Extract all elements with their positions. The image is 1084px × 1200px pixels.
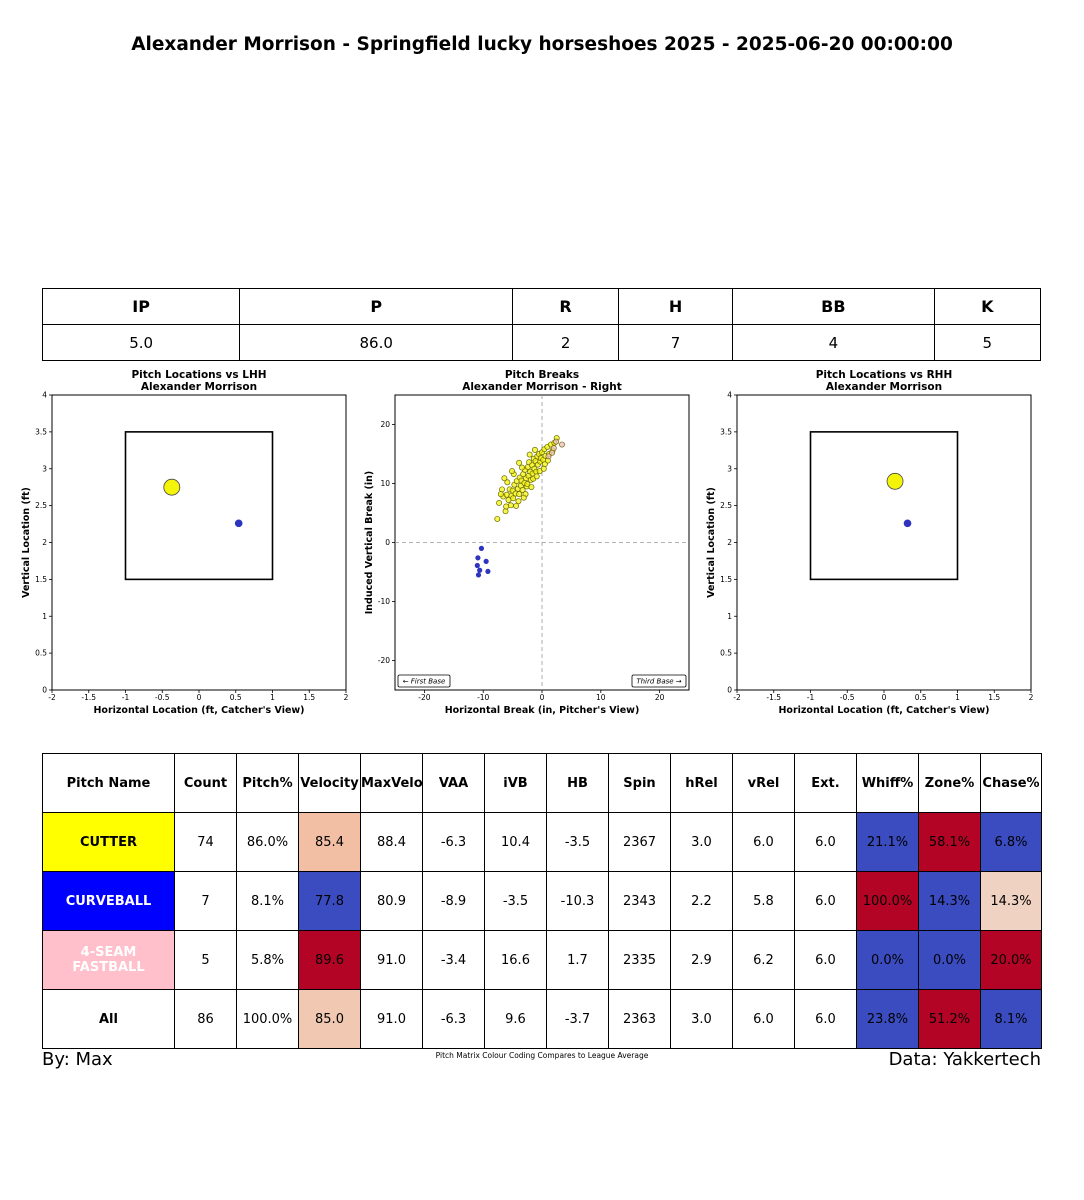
metric-cell-ivb: -3.5: [485, 872, 547, 931]
metric-cell-vaa: -6.3: [423, 813, 485, 872]
pitch-location-cutter: [164, 479, 180, 495]
x-tick-label: 0.5: [229, 693, 242, 702]
chart-title: Pitch Locations vs RHH: [815, 369, 953, 381]
metrics-header-cell: Ext.: [795, 754, 857, 813]
metric-cell-velocity: 85.0: [299, 990, 361, 1049]
pitch-break-cutter: [499, 487, 504, 492]
metric-cell-ivb: 9.6: [485, 990, 547, 1049]
summary-value-row: [43, 325, 1041, 361]
y-tick-label: 20: [380, 420, 390, 429]
metric-cell-hb: -10.3: [547, 872, 609, 931]
pitch-break-cutter: [498, 492, 503, 497]
summary-header-k: K: [934, 289, 1040, 325]
metric-cell-chase: 20.0%: [981, 931, 1042, 990]
pitch-break-cutter: [516, 460, 521, 465]
pitch-name-cell: 4-SEAM FASTBALL: [43, 931, 175, 990]
pitch-location-curveball: [904, 520, 911, 527]
pitch-break-cutter: [508, 503, 513, 508]
summary-value-ip: 5.0: [43, 325, 240, 361]
summary-header-bb: BB: [733, 289, 934, 325]
metrics-header-cell: Whiff%: [857, 754, 919, 813]
x-tick-label: -2: [48, 693, 56, 702]
metric-cell-maxvelo: 91.0: [361, 931, 423, 990]
pitch-location-cutter: [887, 473, 903, 489]
metrics-header-cell: vRel: [733, 754, 795, 813]
summary-header-r: R: [513, 289, 619, 325]
y-tick-label: 0.5: [35, 648, 47, 658]
summary-header-h: H: [618, 289, 732, 325]
y-tick-label: -20: [377, 656, 390, 665]
x-tick-label: 10: [596, 693, 606, 702]
metric-cell-pitch: 100.0%: [237, 990, 299, 1049]
x-tick-label: 1.5: [988, 693, 1001, 702]
chart-subtitle: Alexander Morrison - Right: [462, 381, 622, 393]
pitch-break-cutter: [521, 495, 526, 500]
y-tick-label: 0: [42, 685, 47, 695]
summary-value-bb: 4: [733, 325, 934, 361]
chart-title: Pitch Breaks: [504, 369, 580, 381]
x-tick-label: -1: [121, 693, 130, 702]
metric-cell-ext: 6.0: [795, 813, 857, 872]
x-tick-label: 1.5: [303, 693, 316, 702]
y-tick-label: 0: [727, 685, 732, 695]
metric-cell-hrel: 2.2: [671, 872, 733, 931]
metric-cell-chase: 6.8%: [981, 813, 1042, 872]
pitch-break-curveball: [475, 563, 480, 568]
pitch-break-cutter: [495, 516, 500, 521]
y-axis-label: Induced Vertical Break (in): [364, 470, 375, 615]
metrics-header-cell: Chase%: [981, 754, 1042, 813]
x-tick-label: -1: [806, 693, 815, 702]
y-tick-label: 10: [380, 479, 390, 488]
metric-cell-maxvelo: 80.9: [361, 872, 423, 931]
pitch-break-curveball: [477, 568, 482, 573]
metric-cell-ext: 6.0: [795, 872, 857, 931]
metrics-row: [43, 872, 1042, 931]
metric-cell-velocity: 85.4: [299, 813, 361, 872]
metric-cell-hrel: 2.9: [671, 931, 733, 990]
pitch-break-cutter: [514, 503, 519, 508]
game-summary-table: [42, 288, 1041, 361]
x-tick-label: 1: [955, 693, 960, 702]
y-tick-label: 4: [42, 390, 47, 400]
x-tick-label: -0.5: [839, 693, 855, 702]
metric-cell-spin: 2335: [609, 931, 671, 990]
metric-cell-hb: -3.7: [547, 990, 609, 1049]
x-tick-label: 20: [654, 693, 665, 702]
metrics-header-cell: Spin: [609, 754, 671, 813]
metric-cell-vrel: 6.2: [733, 931, 795, 990]
y-tick-label: 3: [727, 464, 732, 474]
metric-cell-chase: 14.3%: [981, 872, 1042, 931]
x-tick-label: 0.5: [914, 693, 927, 702]
pitch-break-cutter: [541, 466, 546, 471]
metric-cell-vaa: -6.3: [423, 990, 485, 1049]
y-axis-label: Vertical Location (ft): [21, 487, 32, 598]
metric-cell-hrel: 3.0: [671, 813, 733, 872]
metrics-header-cell: Pitch Name: [43, 754, 175, 813]
metric-cell-pitch: 8.1%: [237, 872, 299, 931]
metric-cell-whiff: 23.8%: [857, 990, 919, 1049]
y-tick-label: 2.5: [720, 501, 732, 511]
x-tick-label: 1: [270, 693, 275, 702]
pitch-break-curveball: [476, 572, 481, 577]
metric-cell-velocity: 89.6: [299, 931, 361, 990]
metric-cell-vaa: -3.4: [423, 931, 485, 990]
metric-cell-ivb: 10.4: [485, 813, 547, 872]
metrics-header-cell: Pitch%: [237, 754, 299, 813]
metrics-header-cell: hRel: [671, 754, 733, 813]
first-base-annotation: ← First Base: [402, 677, 446, 686]
pitch-break-cutter: [502, 476, 507, 481]
metrics-row: [43, 931, 1042, 990]
metrics-header-row: [43, 754, 1042, 813]
y-tick-label: 4: [727, 390, 732, 400]
metric-cell-vaa: -8.9: [423, 872, 485, 931]
pitch-break-4-seam-fastball: [546, 454, 551, 459]
pitch-break-cutter: [509, 469, 514, 474]
x-tick-label: -20: [418, 693, 431, 702]
metric-cell-chase: 8.1%: [981, 990, 1042, 1049]
summary-value-r: 2: [513, 325, 619, 361]
metrics-header-cell: VAA: [423, 754, 485, 813]
summary-header-row: [43, 289, 1041, 325]
pitch-metrics-table: [42, 753, 1042, 1049]
page-title: Alexander Morrison - Springfield lucky horseshoes 2025 - 2025-06-20 00:00:00: [131, 34, 953, 55]
summary-value-p: 86.0: [240, 325, 513, 361]
metric-cell-ext: 6.0: [795, 990, 857, 1049]
pitch-break-4-seam-fastball: [554, 439, 559, 444]
x-tick-label: -1.5: [766, 693, 782, 702]
pitch-break-curveball: [479, 546, 484, 551]
metric-cell-zone: 14.3%: [919, 872, 981, 931]
metric-cell-spin: 2367: [609, 813, 671, 872]
author-credit: By: Max: [42, 1049, 113, 1070]
chart-subtitle: Alexander Morrison: [825, 381, 943, 393]
plot-frame: [52, 395, 346, 690]
summary-header-p: P: [240, 289, 513, 325]
metric-cell-count: 86: [175, 990, 237, 1049]
metric-cell-spin: 2343: [609, 872, 671, 931]
x-tick-label: -1.5: [81, 693, 97, 702]
strike-zone: [126, 432, 273, 580]
x-tick-label: -2: [733, 693, 741, 702]
x-axis-label: Horizontal Location (ft, Catcher's View): [93, 705, 305, 716]
chart-subtitle: Alexander Morrison: [140, 381, 258, 393]
metrics-header-cell: HB: [547, 754, 609, 813]
metric-cell-ivb: 16.6: [485, 931, 547, 990]
y-tick-label: 1.5: [720, 574, 732, 584]
pitch-break-cutter: [519, 465, 524, 470]
pitch-break-cutter: [532, 447, 537, 452]
third-base-annotation: Third Base →: [636, 677, 682, 686]
metrics-header-cell: Count: [175, 754, 237, 813]
pitch-break-cutter: [527, 452, 532, 457]
metric-cell-hb: -3.5: [547, 813, 609, 872]
metric-cell-vrel: 6.0: [733, 990, 795, 1049]
colour-coding-note: Pitch Matrix Colour Coding Compares to League Average: [435, 1051, 649, 1060]
metric-cell-whiff: 0.0%: [857, 931, 919, 990]
data-source: Data: Yakkertech: [888, 1049, 1041, 1070]
pitch-break-cutter: [503, 509, 508, 514]
y-tick-label: 0: [385, 538, 390, 547]
metrics-header-cell: MaxVelo: [361, 754, 423, 813]
x-axis-label: Horizontal Location (ft, Catcher's View): [778, 705, 990, 716]
metrics-header-cell: Zone%: [919, 754, 981, 813]
metrics-row: [43, 990, 1042, 1049]
metric-cell-pitch: 5.8%: [237, 931, 299, 990]
metric-cell-maxvelo: 91.0: [361, 990, 423, 1049]
x-tick-label: 0: [196, 693, 202, 702]
y-tick-label: 3.5: [35, 427, 47, 437]
pitch-name-cell: CUTTER: [43, 813, 175, 872]
pitch-break-cutter: [534, 474, 539, 479]
metric-cell-count: 7: [175, 872, 237, 931]
summary-value-h: 7: [618, 325, 732, 361]
y-tick-label: 3: [42, 464, 47, 474]
metrics-header-cell: iVB: [485, 754, 547, 813]
strike-zone: [811, 432, 958, 580]
metric-cell-spin: 2363: [609, 990, 671, 1049]
metrics-row: [43, 813, 1042, 872]
x-tick-label: 0: [539, 693, 545, 702]
x-tick-label: 2: [1028, 693, 1034, 702]
y-tick-label: 1: [42, 611, 47, 621]
y-tick-label: 2.5: [35, 501, 47, 511]
metric-cell-whiff: 100.0%: [857, 872, 919, 931]
y-tick-label: 2: [727, 538, 732, 547]
pitch-name-cell: CURVEBALL: [43, 872, 175, 931]
metric-cell-hb: 1.7: [547, 931, 609, 990]
pitch-break-curveball: [475, 555, 480, 560]
metric-cell-zone: 58.1%: [919, 813, 981, 872]
metric-cell-maxvelo: 88.4: [361, 813, 423, 872]
summary-value-k: 5: [934, 325, 1040, 361]
y-tick-label: 1.5: [35, 574, 47, 584]
metric-cell-vrel: 6.0: [733, 813, 795, 872]
x-tick-label: 0: [881, 693, 887, 702]
pitch-name-cell: All: [43, 990, 175, 1049]
y-axis-label: Vertical Location (ft): [706, 487, 717, 598]
y-tick-label: -10: [377, 597, 390, 606]
metric-cell-velocity: 77.8: [299, 872, 361, 931]
x-tick-label: -10: [477, 693, 490, 702]
pitch-location-curveball: [235, 520, 242, 527]
pitch-break-cutter: [504, 492, 509, 497]
pitch-break-cutter: [496, 500, 501, 505]
chart-title: Pitch Locations vs LHH: [131, 369, 267, 381]
x-tick-label: 2: [343, 693, 349, 702]
plot-frame: [737, 395, 1031, 690]
metric-cell-vrel: 5.8: [733, 872, 795, 931]
metric-cell-whiff: 21.1%: [857, 813, 919, 872]
metric-cell-zone: 51.2%: [919, 990, 981, 1049]
x-tick-label: -0.5: [154, 693, 170, 702]
pitch-break-cutter: [529, 484, 534, 489]
metric-cell-hrel: 3.0: [671, 990, 733, 1049]
metric-cell-zone: 0.0%: [919, 931, 981, 990]
y-tick-label: 0.5: [720, 648, 732, 658]
pitch-break-4-seam-fastball: [551, 446, 556, 451]
y-tick-label: 2: [42, 538, 47, 547]
charts-area: [0, 360, 1084, 720]
y-tick-label: 3.5: [720, 427, 732, 437]
pitch-break-4-seam-fastball: [559, 442, 564, 447]
pitch-break-curveball: [485, 569, 490, 574]
summary-header-ip: IP: [43, 289, 240, 325]
metric-cell-count: 5: [175, 931, 237, 990]
pitch-break-curveball: [484, 559, 489, 564]
metric-cell-pitch: 86.0%: [237, 813, 299, 872]
metric-cell-ext: 6.0: [795, 931, 857, 990]
pitch-break-cutter: [504, 504, 509, 509]
y-tick-label: 1: [727, 611, 732, 621]
x-axis-label: Horizontal Break (in, Pitcher's View): [444, 705, 640, 716]
metric-cell-count: 74: [175, 813, 237, 872]
metrics-header-cell: Velocity: [299, 754, 361, 813]
